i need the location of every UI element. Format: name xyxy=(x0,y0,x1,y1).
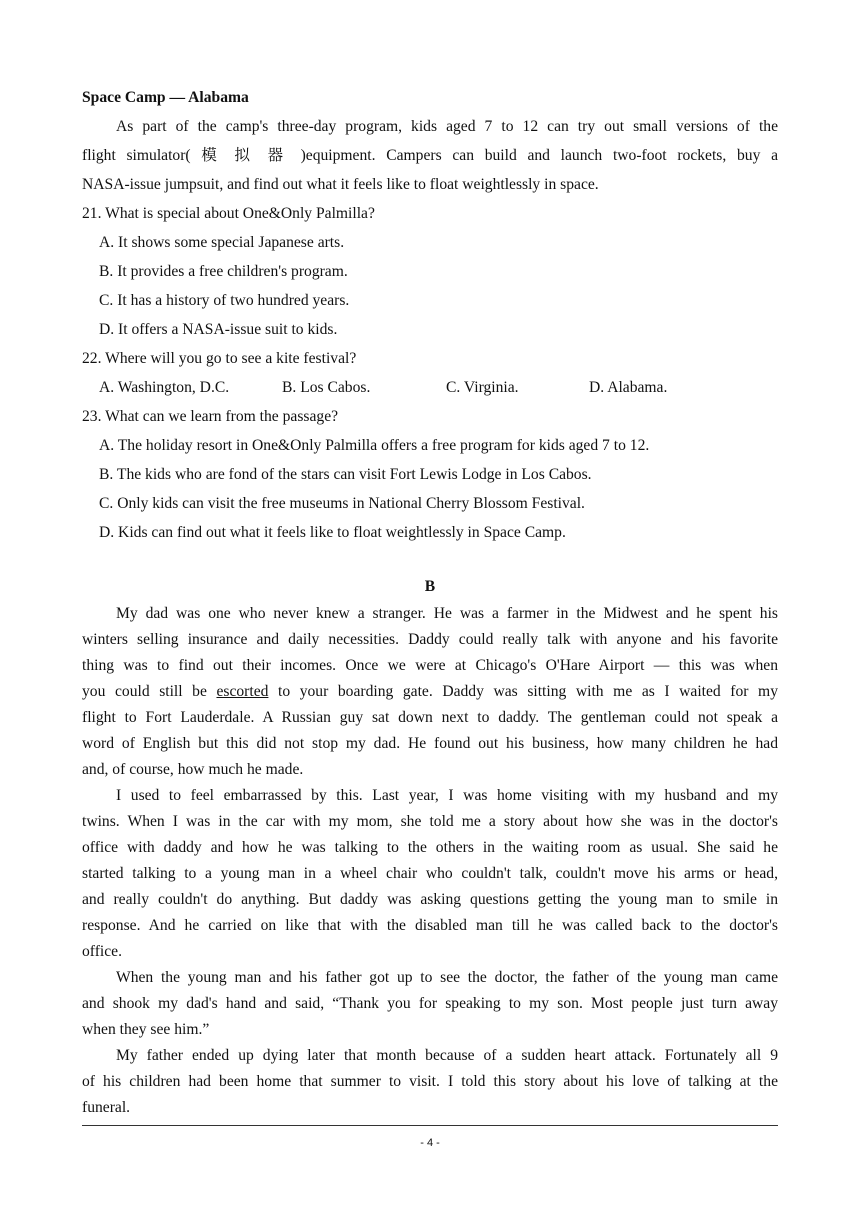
option-b: B. The kids who are fond of the stars can visit Fort Lewis Lodge in Los Cabos. xyxy=(99,466,592,483)
paragraph-line: As part of the camp's three-day program, kids aged 7 to 12 can try out small versions of the xyxy=(116,118,778,135)
text-span: you could still be xyxy=(82,683,217,700)
paragraph-line: word of English but this did not stop my dad. He found out his business, how many children he had xyxy=(82,735,778,752)
paragraph-line: started talking to a young man in a wheel chair who couldn't talk, couldn't move his arms or head, xyxy=(82,865,778,882)
paragraph-line: When the young man and his father got up to see the doctor, the father of the young man came xyxy=(116,969,778,986)
passage-paragraph-2 xyxy=(82,786,778,968)
question-stem: 21. What is special about One&Only Palmilla? xyxy=(82,205,375,222)
paragraph-line: and really couldn't do anything. But daddy was asking questions getting the young man to smile in xyxy=(82,891,778,908)
section-heading: B xyxy=(424,578,436,595)
section-title: Space Camp — Alabama xyxy=(82,89,249,106)
question-21 xyxy=(82,202,778,347)
paragraph-line: NASA-issue jumpsuit, and find out what it feels like to float weightlessly in space. xyxy=(82,176,599,193)
passage-paragraph-1 xyxy=(82,604,778,786)
document-page xyxy=(82,86,778,1124)
underlined-word: escorted xyxy=(216,683,269,700)
option-b: B. Los Cabos. xyxy=(282,379,371,396)
paragraph-line: I used to feel embarrassed by this. Last year, I was home visiting with my husband and my xyxy=(116,787,778,804)
paragraph-line: office with daddy and how he was talking to the others in the waiting room as usual. She said he xyxy=(82,839,778,856)
paragraph-line: My dad was one who never knew a stranger. He was a farmer in the Midwest and he spent his xyxy=(116,605,778,622)
paragraph-line: and shook my dad's hand and said, “Thank you for speaking to my son. Most people just turn away xyxy=(82,995,778,1012)
paragraph-line: response. And he carried on like that with the disabled man till he was called back to the doctor's xyxy=(82,917,778,934)
question-stem: 23. What can we learn from the passage? xyxy=(82,408,339,425)
question-stem: 22. Where will you go to see a kite festival? xyxy=(82,350,357,367)
paragraph-line: My father ended up dying later that month because of a sudden heart attack. Fortunately all 9 xyxy=(116,1047,778,1064)
option-c: C. Only kids can visit the free museums in National Cherry Blossom Festival. xyxy=(99,495,585,512)
paragraph-line: thing was to find out their incomes. Once we were at Chicago's O'Hare Airport — this was when xyxy=(82,657,778,674)
option-a: A. Washington, D.C. xyxy=(99,379,230,396)
option-b: B. It provides a free children's program. xyxy=(99,263,348,280)
question-23 xyxy=(82,405,778,550)
paragraph-line: funeral. xyxy=(82,1099,131,1116)
paragraph-line: office. xyxy=(82,943,122,960)
section-a-paragraph xyxy=(82,115,778,202)
passage-paragraph-3 xyxy=(82,968,778,1046)
option-c: C. It has a history of two hundred years. xyxy=(99,292,350,309)
option-a: A. The holiday resort in One&Only Palmilla offers a free program for kids aged 7 to 12. xyxy=(99,437,650,454)
paragraph-line xyxy=(82,682,778,708)
footer-divider xyxy=(82,1125,778,1126)
paragraph-line: and, of course, how much he made. xyxy=(82,761,304,778)
text-span: to your boarding gate. Daddy was sitting with me as I waited for my xyxy=(268,683,778,700)
option-c: C. Virginia. xyxy=(446,379,519,396)
option-d: D. Alabama. xyxy=(589,379,668,396)
paragraph-line: flight simulator( 模 拟 器 )equipment. Campers can build and launch two-foot rockets, buy a xyxy=(82,147,778,164)
paragraph-line: when they see him.” xyxy=(82,1021,210,1038)
option-a: A. It shows some special Japanese arts. xyxy=(99,234,345,251)
option-d: D. Kids can find out what it feels like to float weightlessly in Space Camp. xyxy=(99,524,566,541)
page-number: - 4 - xyxy=(420,1137,440,1149)
paragraph-line: flight to Fort Lauderdale. A Russian guy sat down next to daddy. The gentleman could not speak a xyxy=(82,709,778,726)
options-row xyxy=(82,376,778,405)
option-d: D. It offers a NASA-issue suit to kids. xyxy=(99,321,338,338)
paragraph-line: of his children had been home that summer to visit. I told this story about his love of talking at the xyxy=(82,1073,778,1090)
paragraph-line: twins. When I was in the car with my mom, she told me a story about how she was in the doctor's xyxy=(82,813,778,830)
passage-paragraph-4 xyxy=(82,1046,778,1124)
paragraph-line: winters selling insurance and daily necessities. Daddy could really talk with anyone and his favorite xyxy=(82,631,778,648)
question-22 xyxy=(82,347,778,405)
